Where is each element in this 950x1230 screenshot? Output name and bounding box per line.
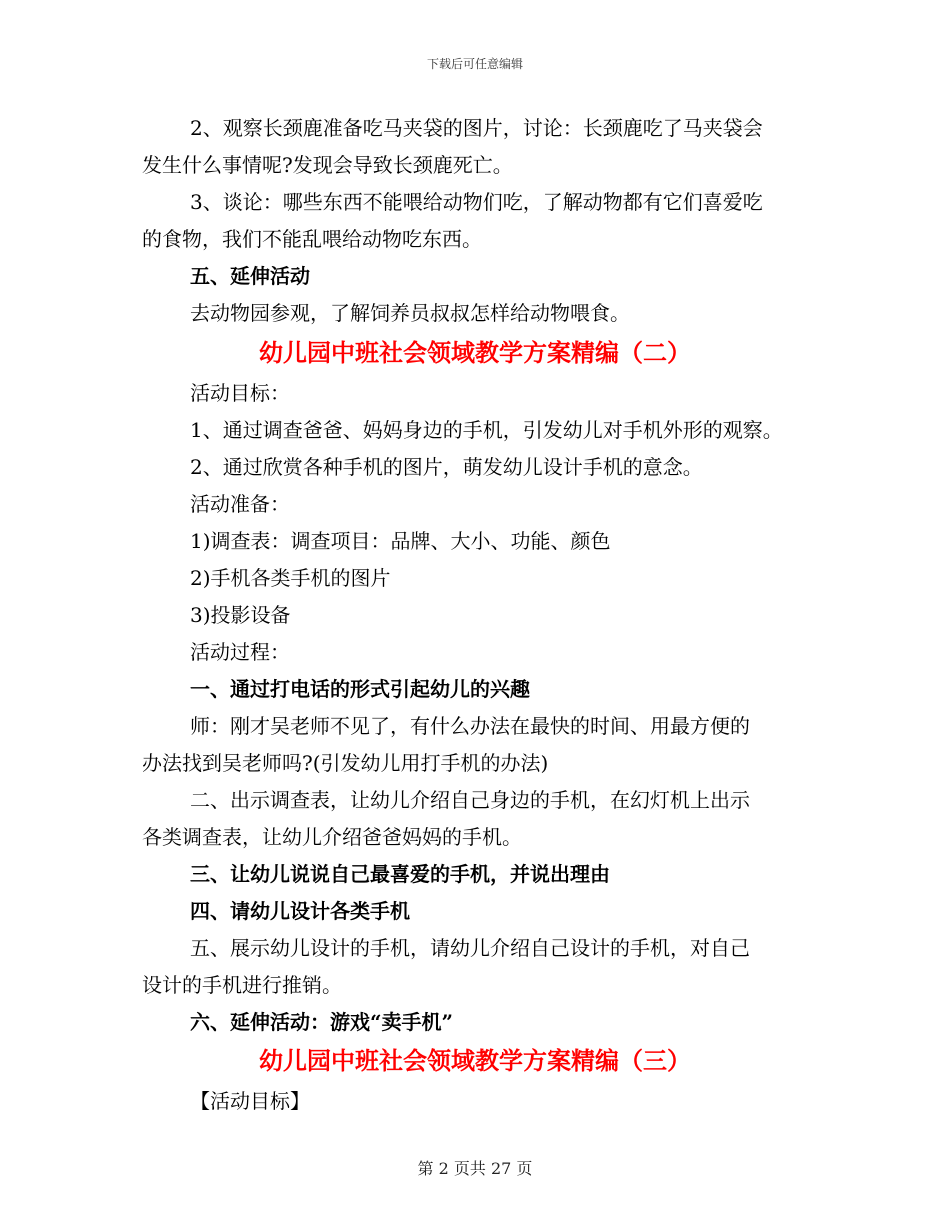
section-heading: 三、让幼儿说说自己最喜爱的手机，并说出理由: [190, 862, 610, 886]
page-footer: 第 2 页共 27 页: [417, 1159, 533, 1178]
paragraph-line: 办法找到吴老师吗?(引发幼儿用打手机的办法): [142, 751, 549, 775]
paragraph-line: 师：刚才吴老师不见了，有什么办法在最快的时间、用最方便的: [190, 714, 750, 738]
paragraph-line: 发生什么事情呢?发现会导致长颈鹿死亡。: [142, 153, 513, 177]
paragraph-line: 2、观察长颈鹿准备吃马夹袋的图片，讨论：长颈鹿吃了马夹袋会: [190, 116, 763, 140]
paragraph-line: 二、出示调查表，让幼儿介绍自己身边的手机，在幻灯机上出示: [190, 788, 750, 812]
paragraph-line: 2、通过欣赏各种手机的图片，萌发幼儿设计手机的意念。: [190, 455, 703, 479]
paragraph-line: 五、展示幼儿设计的手机，请幼儿介绍自己设计的手机，对自己: [190, 936, 750, 960]
section-3-title: 幼儿园中班社会领域教学方案精编（三）: [259, 1046, 691, 1075]
paragraph-line: 活动目标：: [190, 381, 290, 405]
paragraph-line: 【活动目标】: [190, 1089, 310, 1113]
paragraph-line: 各类调查表，让幼儿介绍爸爸妈妈的手机。: [142, 825, 522, 849]
paragraph-line: 活动过程：: [190, 640, 290, 664]
paragraph-line: 3)投影设备: [190, 603, 291, 627]
section-heading: 四、请幼儿设计各类手机: [190, 899, 410, 923]
paragraph-line: 的食物，我们不能乱喂给动物吃东西。: [142, 227, 482, 251]
paragraph-line: 活动准备：: [190, 492, 290, 516]
page-header: 下载后可任意编辑: [426, 57, 523, 71]
paragraph-line: 1)调查表：调查项目：品牌、大小、功能、颜色: [190, 529, 611, 553]
paragraph-line: 3、谈论：哪些东西不能喂给动物们吃，了解动物都有它们喜爱吃: [190, 190, 763, 214]
paragraph-line: 设计的手机进行推销。: [142, 973, 342, 997]
section-2-title: 幼儿园中班社会领域教学方案精编（二）: [259, 338, 691, 367]
paragraph-line: 2)手机各类手机的图片: [190, 566, 391, 590]
section-heading: 五、延伸活动: [190, 264, 310, 288]
paragraph-line: 去动物园参观，了解饲养员叔叔怎样给动物喂食。: [190, 301, 630, 325]
section-heading: 六、延伸活动：游戏“卖手机”: [190, 1010, 454, 1034]
section-heading: 一、通过打电话的形式引起幼儿的兴趣: [190, 677, 530, 701]
paragraph-line: 1、通过调查爸爸、妈妈身边的手机，引发幼儿对手机外形的观察。: [190, 418, 783, 442]
